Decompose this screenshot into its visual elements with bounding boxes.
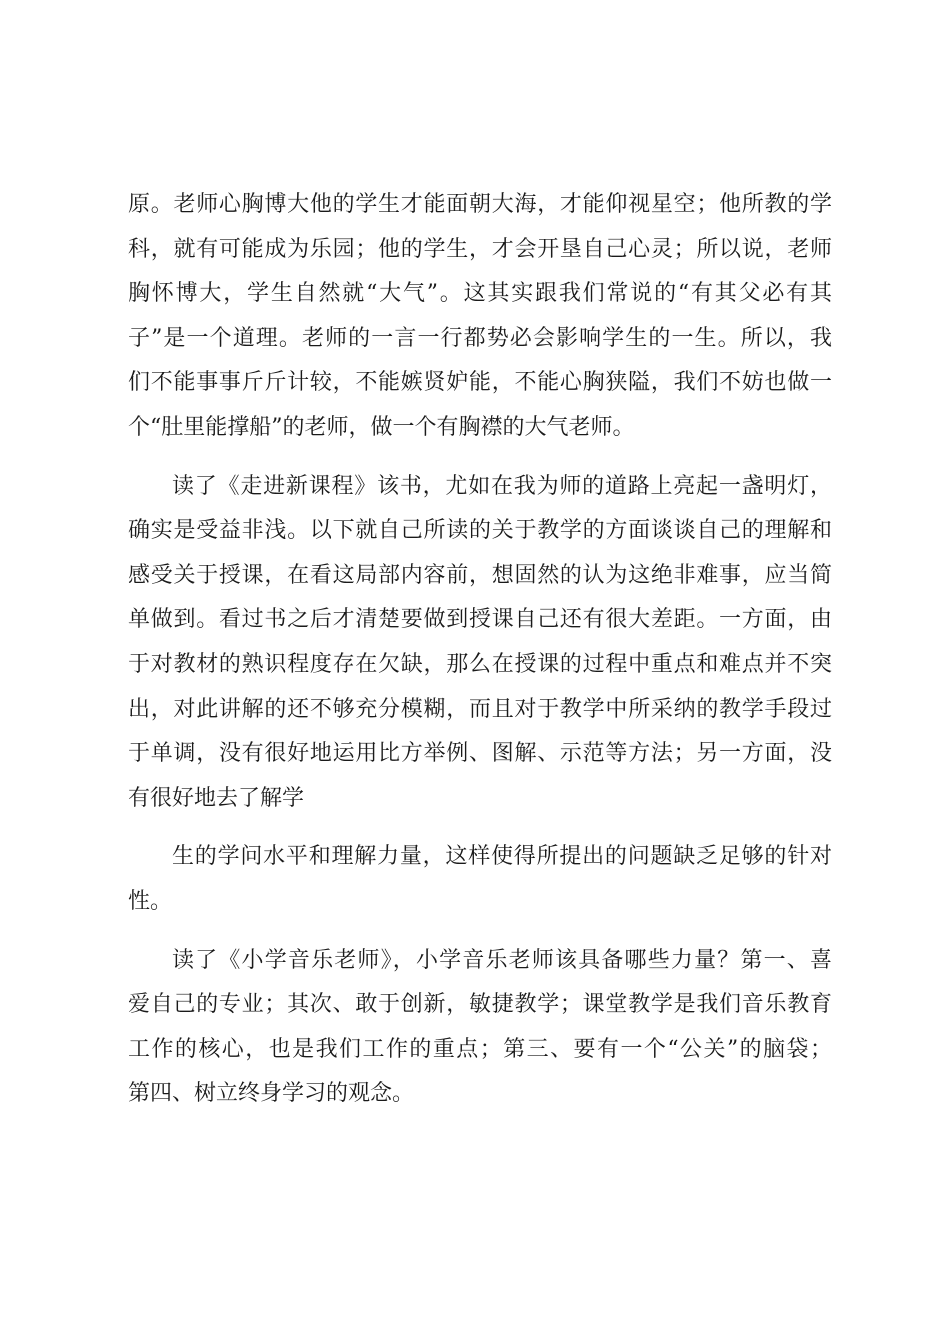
text-line: 科，就有可能成为乐园；他的学生，才会开垦自己心灵；所以说，老师 <box>128 236 832 262</box>
text-line: 胸怀博大，学生自然就“大气”。这其实跟我们常说的“有其父必有其 <box>128 281 832 307</box>
text-line: 读了《走进新课程》该书，尤如在我为师的道路上亮起一盏明灯， <box>172 473 832 499</box>
text-line: 原。老师心胸博大他的学生才能面朝大海，才能仰视星空；他所教的学 <box>128 192 832 217</box>
paragraph-3 <box>128 835 832 924</box>
text-line: 读了《小学音乐老师》，小学音乐老师该具备哪些力量？第一、喜 <box>172 947 832 973</box>
text-line: 性。 <box>128 888 173 914</box>
body-text <box>128 183 832 1117</box>
text-line: 确实是受益非浅。以下就自己所读的关于教学的方面谈谈自己的理解和 <box>128 518 832 544</box>
text-line: 感受关于授课，在看这局部内容前，想固然的认为这绝非难事，应当简 <box>128 562 832 588</box>
paragraph-4 <box>128 939 832 1117</box>
text-line: 爱自己的专业；其次、敢于创新，敏捷教学；课堂教学是我们音乐教育 <box>128 992 832 1018</box>
text-line: 出，对此讲解的还不够充分模糊，而且对于教学中所采纳的教学手段过 <box>128 696 832 722</box>
text-line: 个“肚里能撑船”的老师，做一个有胸襟的大气老师。 <box>128 414 635 440</box>
paragraph-gap <box>128 451 832 465</box>
text-line: 生的学问水平和理解力量，这样使得所提出的问题缺乏足够的针对 <box>172 844 832 870</box>
paragraph-gap <box>128 821 832 835</box>
paragraph-gap <box>128 925 832 939</box>
text-line: 子”是一个道理。老师的一言一行都势必会影响学生的一生。所以，我 <box>128 325 832 351</box>
text-line: 们不能事事斤斤计较，不能嫉贤妒能，不能心胸狭隘，我们不妨也做一 <box>128 370 832 396</box>
text-line: 第四、树立终身学习的观念。 <box>128 1081 415 1107</box>
paragraph-2 <box>128 465 832 822</box>
text-line: 于对教材的熟识程度存在欠缺，那么在授课的过程中重点和难点并不突 <box>128 651 832 677</box>
text-line: 工作的核心，也是我们工作的重点；第三、要有一个“公关”的脑袋； <box>128 1036 832 1062</box>
text-line: 有很好地去了解学 <box>128 785 305 811</box>
paragraph-1 <box>128 183 832 451</box>
text-line: 单做到。看过书之后才清楚要做到授课自己还有很大差距。一方面，由 <box>128 607 832 633</box>
text-line: 于单调，没有很好地运用比方举例、图解、示范等方法；另一方面，没 <box>128 741 832 767</box>
